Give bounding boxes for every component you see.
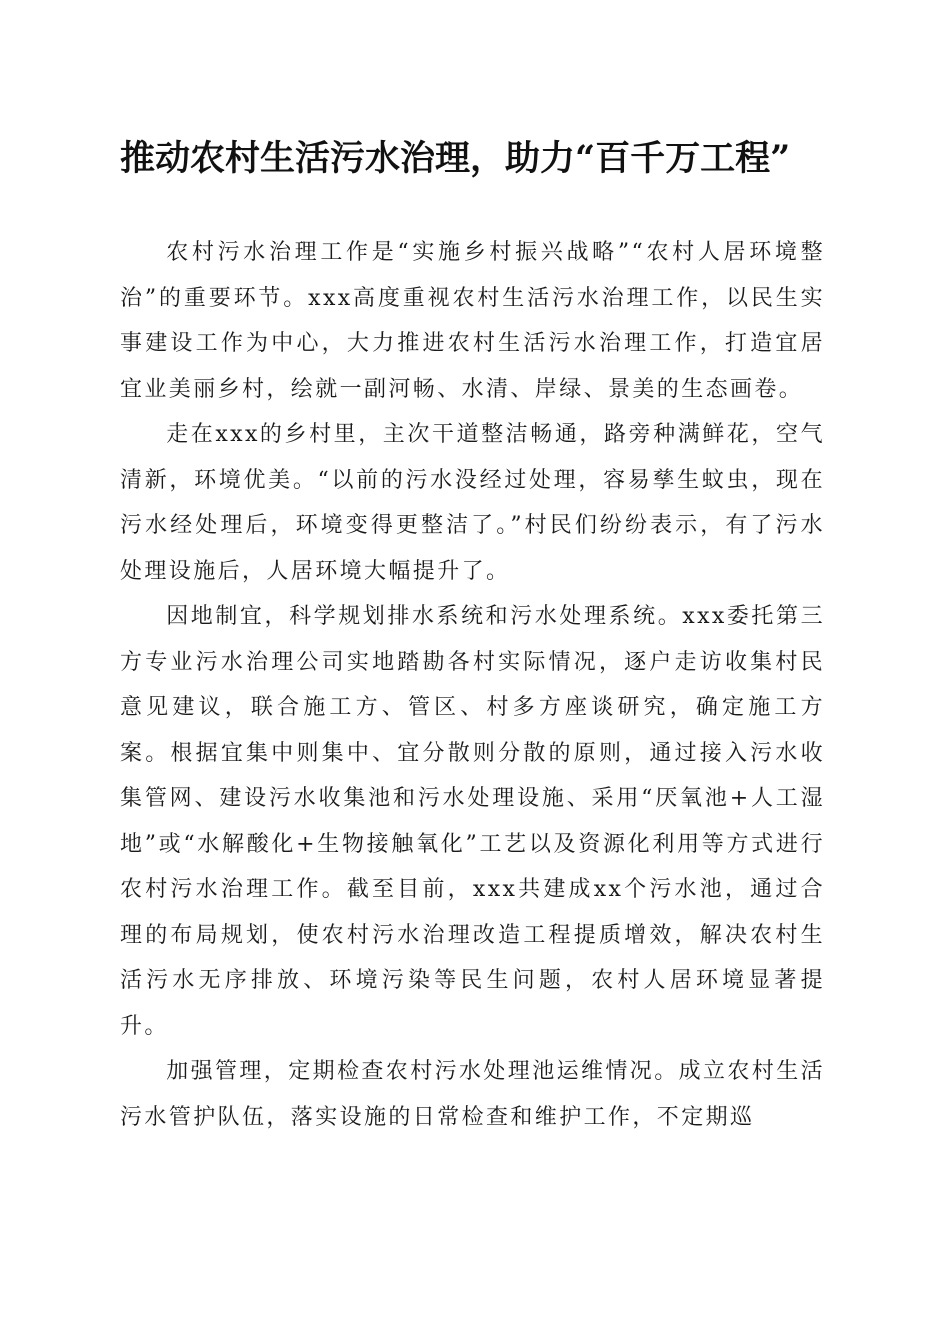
document-body bbox=[120, 230, 825, 1140]
paragraph: 走在xxx的乡村里，主次干道整洁畅通，路旁种满鲜花，空气清新，环境优美。“以前的污水没经过处理，容易孳生蚊虫，现在污水经处理后，环境变得更整洁了。”村民们纷纷表示，有了污水处理设施后，人居环境大幅提升了。 bbox=[120, 422, 825, 584]
document-title: 推动农村生活污水治理，助力“百千万工程” bbox=[120, 138, 791, 179]
paragraph: 因地制宜，科学规划排水系统和污水处理系统。xxx委托第三方专业污水治理公司实地踏勘各村实际情况，逐户走访收集村民意见建议，联合施工方、管区、村多方座谈研究，确定施工方案。根据宜集中则集中、宜分散则分散的原则，通过接入污水收集管网、建设污水收集池和污水处理设施、采用“厌氧池+人工湿地”或“水解酸化+生物接触氧化”工艺以及资源化利用等方式进行农村污水治理工作。截至目前，xxx共建成xx个污水池，通过合理的布局规划，使农村污水治理改造工程提质增效，解决农村生活污水无序排放、环境污染等民生问题，农村人居环境显著提升。 bbox=[120, 604, 825, 1039]
paragraph: 加强管理，定期检查农村污水处理池运维情况。成立农村生活污水管护队伍，落实设施的日常检查和维护工作，不定期巡 bbox=[120, 1059, 825, 1130]
paragraph: 农村污水治理工作是“实施乡村振兴战略”“农村人居环境整治”的重要环节。xxx高度重视农村生活污水治理工作，以民生实事建设工作为中心，大力推进农村生活污水治理工作，打造宜居宜业美丽乡村，绘就一副河畅、水清、岸绿、景美的生态画卷。 bbox=[120, 240, 825, 402]
